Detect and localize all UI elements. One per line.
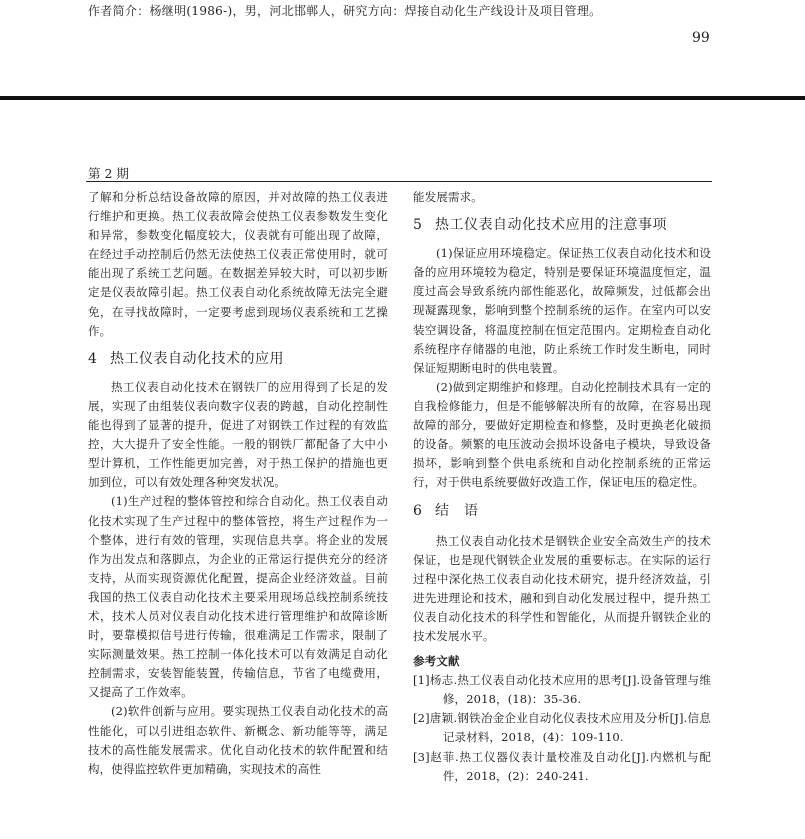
section-4-heading xyxy=(88,350,388,369)
section-title: 结 语 xyxy=(435,503,479,520)
reference-item: [3]赵菲.热工仪器仪表计量校准及自动化[J].内燃机与配件，2018，(2)：240-241. xyxy=(413,749,711,783)
paragraph: (2)做到定期维护和修理。自动化控制技术具有一定的自我检修能力，但是不能够解决所有的故障，在容易出现故障的部分，要做好定期检查和修整，及时更换老化破损的设备。频繁的电压波动会损坏设备电子模块，导致设备损坏，影响到整个供电系统和自动化控制系统的正常运行，对于供电系统要做好改造工作，保证电压的稳定性。 xyxy=(413,379,711,490)
page-number: 99 xyxy=(692,30,710,46)
left-column xyxy=(88,188,388,779)
paragraph: 了解和分析总结设备故障的原因，并对故障的热工仪表进行维护和更换。热工仪表故障会使热工仪表参数发生变化和异常，参数变化幅度较大，仪表就有可能出现了故障，在经过手动控制后仍然无法使热工仪表正常使用时，就可能出现了系统工艺问题。在数据差异较大时，可以初步断定是仪表故障引起。热工仪表自动化系统故障无法完全避免，在寻找故障时，一定要考虑到现场仪表系统和工艺操作。 xyxy=(88,190,388,338)
author-note: 作者简介：杨继明(1986-)，男，河北邯郸人，研究方向：焊接自动化生产线设计及项目管理。 xyxy=(88,4,602,18)
paragraph: 热工仪表自动化技术是钢铁企业安全高效生产的技术保证，也是现代钢铁企业发展的重要标志。在实际的运行过程中深化热工仪表自动化技术研究，提升经济效益，引进先进理论和技术，融和到自动化发展过程中，提升热工仪表自动化技术的科学性和智能化，从而提升钢铁企业的技术发展水平。 xyxy=(413,533,711,643)
section-title: 热工仪表自动化技术的应用 xyxy=(110,350,284,367)
right-column xyxy=(413,188,711,786)
references-heading: 参考文献 xyxy=(413,654,460,669)
header-rule xyxy=(86,181,712,182)
section-number: 6 xyxy=(413,503,423,520)
section-number: 4 xyxy=(88,350,98,367)
section-5-heading xyxy=(413,216,711,235)
section-6-heading xyxy=(413,502,711,521)
paragraph: (2)软件创新与应用。要实现热工仪表自动化技术的高性能化，可以引进组态软件、新概念、新功能等等，满足技术的高性能发展需求。优化自动化技术的软件配置和结构，使得监控软件更加精确，实现技术的高性 xyxy=(88,704,388,776)
paragraph: (1)保证应用环境稳定。保证热工仪表自动化技术和设备的应用环境较为稳定，特别是要保证环境温度恒定，温度过高会导致系统内部性能恶化，故障频发，过低都会出现凝露现象，影响到整个控制系统的运作。在室内可以安装空调设备，将温度控制在恒定范围内。定期检查自动化系统程序存储器的电池，防止系统工作时发生断电，同时保证短期断电时的供电装置。 xyxy=(413,246,711,375)
reference-item: [2]唐颖.钢铁冶金企业自动化仪表技术应用及分析[J].信息记录材料，2018，(4)：109-110. xyxy=(413,711,711,745)
paragraph: 能发展需求。 xyxy=(413,190,483,204)
issue-label: 第 2 期 xyxy=(88,166,129,181)
page-separator xyxy=(0,96,805,100)
paragraph: 热工仪表自动化技术在钢铁厂的应用得到了长足的发展，实现了由组装仪表向数字仪表的跨越，自动化控制性能也得到了显著的提升，促进了对钢铁工作过程的有效监控，大大提升了安全性能。一般的钢铁厂都配备了大中小型计算机，工作性能更加完善，对于热工保护的措施也更加到位，可以有效处理各种突发状况。 xyxy=(88,379,388,490)
reference-item: [1]杨志.热工仪表自动化技术应用的思考[J].设备管理与维修，2018，(18)：35-36. xyxy=(413,673,711,707)
paragraph: (1)生产过程的整体管控和综合自动化。热工仪表自动化技术实现了生产过程中的整体管控，将生产过程作为一个整体，进行有效的管理，实现信息共享。将企业的发展作为出发点和落脚点，为企业的正常运行提供充分的经济支持，从而实现资源优化配置，提高企业经济效益。目前我国的热工仪表自动化技术主要采用现场总线控制系统技术，技术人员对仪表自动化技术进行管理维护和故障诊断时，要靠模拟信号进行传输，很难满足工作需求，限制了实际测量效果。热工控制一体化技术可以有效满足自动化控制需求，安装智能装置，传输信息，节省了电缆费用，又提高了工作效率。 xyxy=(88,494,388,700)
section-number: 5 xyxy=(413,217,423,234)
section-title: 热工仪表自动化技术应用的注意事项 xyxy=(435,217,667,234)
